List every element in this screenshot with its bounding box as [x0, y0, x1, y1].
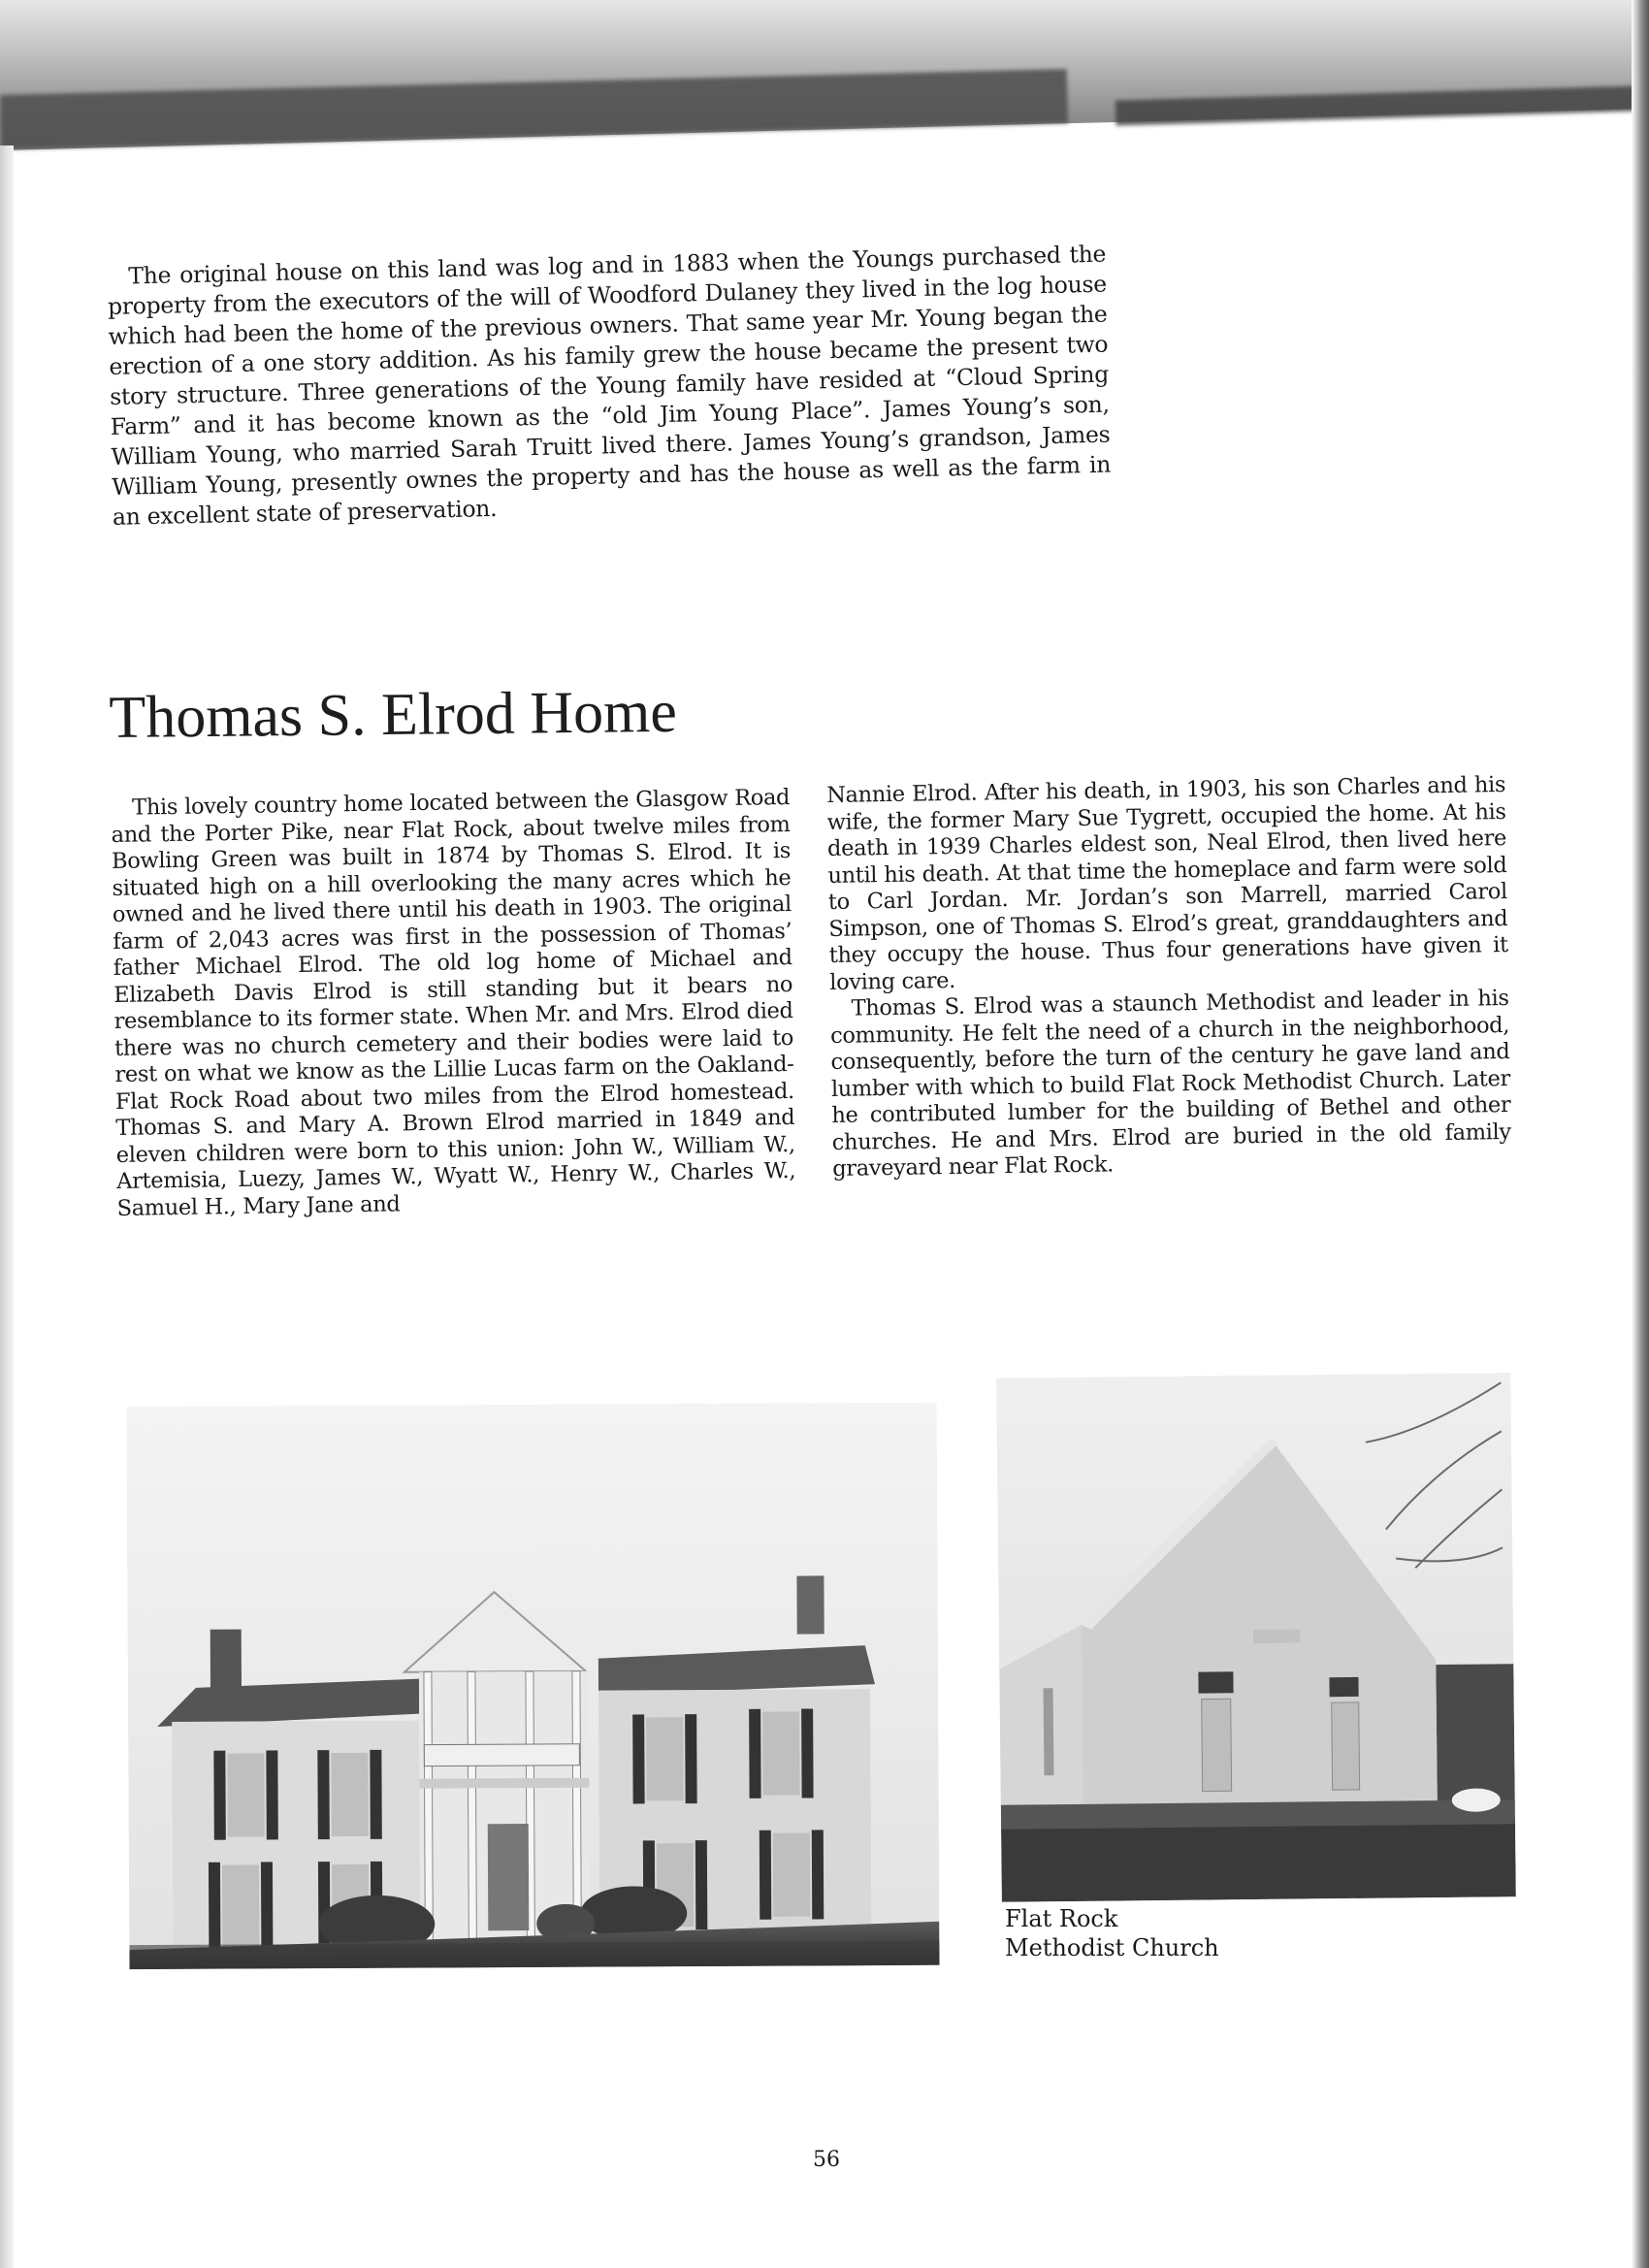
church-photo-image — [996, 1373, 1516, 1902]
article-column-right — [826, 772, 1511, 1183]
page-number: 56 — [813, 2148, 840, 2172]
article-column-left — [111, 785, 796, 1222]
church-photo — [996, 1373, 1516, 1902]
article-title: Thomas S. Elrod Home — [109, 678, 678, 751]
article-paragraph-continued: Nannie Elrod. After his death, in 1903, his son Charles and his wife, the former Mary Sue Tygrett, occupied the home. At his death in 1939 Charles eldest son, Neal Elrod, then lived here until his death. At that time the homeplace and farm were sold to Carl Jordan. Mr. Jordan’s son Marrell, married Carol Simpson, one of Thomas S. Elrod’s great, granddaughters and they occupy the house. Thus four generations have given it loving care. — [826, 772, 1508, 995]
intro-paragraph: The original house on this land was log and in 1883 when the Youngs purchased the property from the executors of the will of Woodford Dulaney they lived in the log house which had been the home of the previous owners. That same year Mr. Young began the erection of a one story addition. As his family grew the house became the present two story structure. Three generations of the Young family have resided at “Cloud Spring Farm” and it has become known as the “old Jim Young Place”. James Young’s son, William Young, who married Sarah Truitt lived there. James Young’s grandson, James William Young, presently ownes the property and has the house as well as the farm in an excellent state of preservation. — [107, 240, 1112, 531]
church-photo-caption — [1005, 1904, 1393, 1962]
caption-line: Flat Rock — [1005, 1905, 1118, 1932]
house-photo-image — [126, 1403, 939, 1969]
caption-line: Methodist Church — [1005, 1934, 1219, 1961]
article-paragraph: This lovely country home located between the Glasgow Road and the Porter Pike, near Flat Rock, about twelve miles from Bowling Green was built in 1874 by Thomas S. Elrod. It is situated high on a hill overlooking the many acres which he owned and he lived there until his death in 1903. The original farm of 2,043 acres was first in the possession of Thomas’ father Michael Elrod. The old log home of Michael and Elizabeth Davis Elrod is still standing but it bears no resemblance to its former state. When Mr. and Mrs. Elrod died there was no church cemetery and their bodies were laid to rest on what we know as the Lillie Lucas farm on the Oakland-Flat Rock Road about two miles from the Elrod homestead. Thomas S. and Mary A. Brown Elrod married in 1849 and eleven children were born to this union: John W., William W., Artemisia, Luezy, James W., Wyatt W., Henry W., Charles W., Samuel H., Mary Jane and — [111, 785, 796, 1221]
article-paragraph: Thomas S. Elrod was a staunch Methodist and leader in his community. He felt the need of a church in the neighborhood, consequently, before the turn of the century he gave land and lumber with which to build Flat Rock Methodist Church. Later he contributed lumber for the building of Bethel and other churches. He and Mrs. Elrod are buried in the old family graveyard near Flat Rock. — [829, 985, 1511, 1182]
intro-text-block — [107, 240, 1112, 533]
house-photo — [126, 1403, 939, 1969]
